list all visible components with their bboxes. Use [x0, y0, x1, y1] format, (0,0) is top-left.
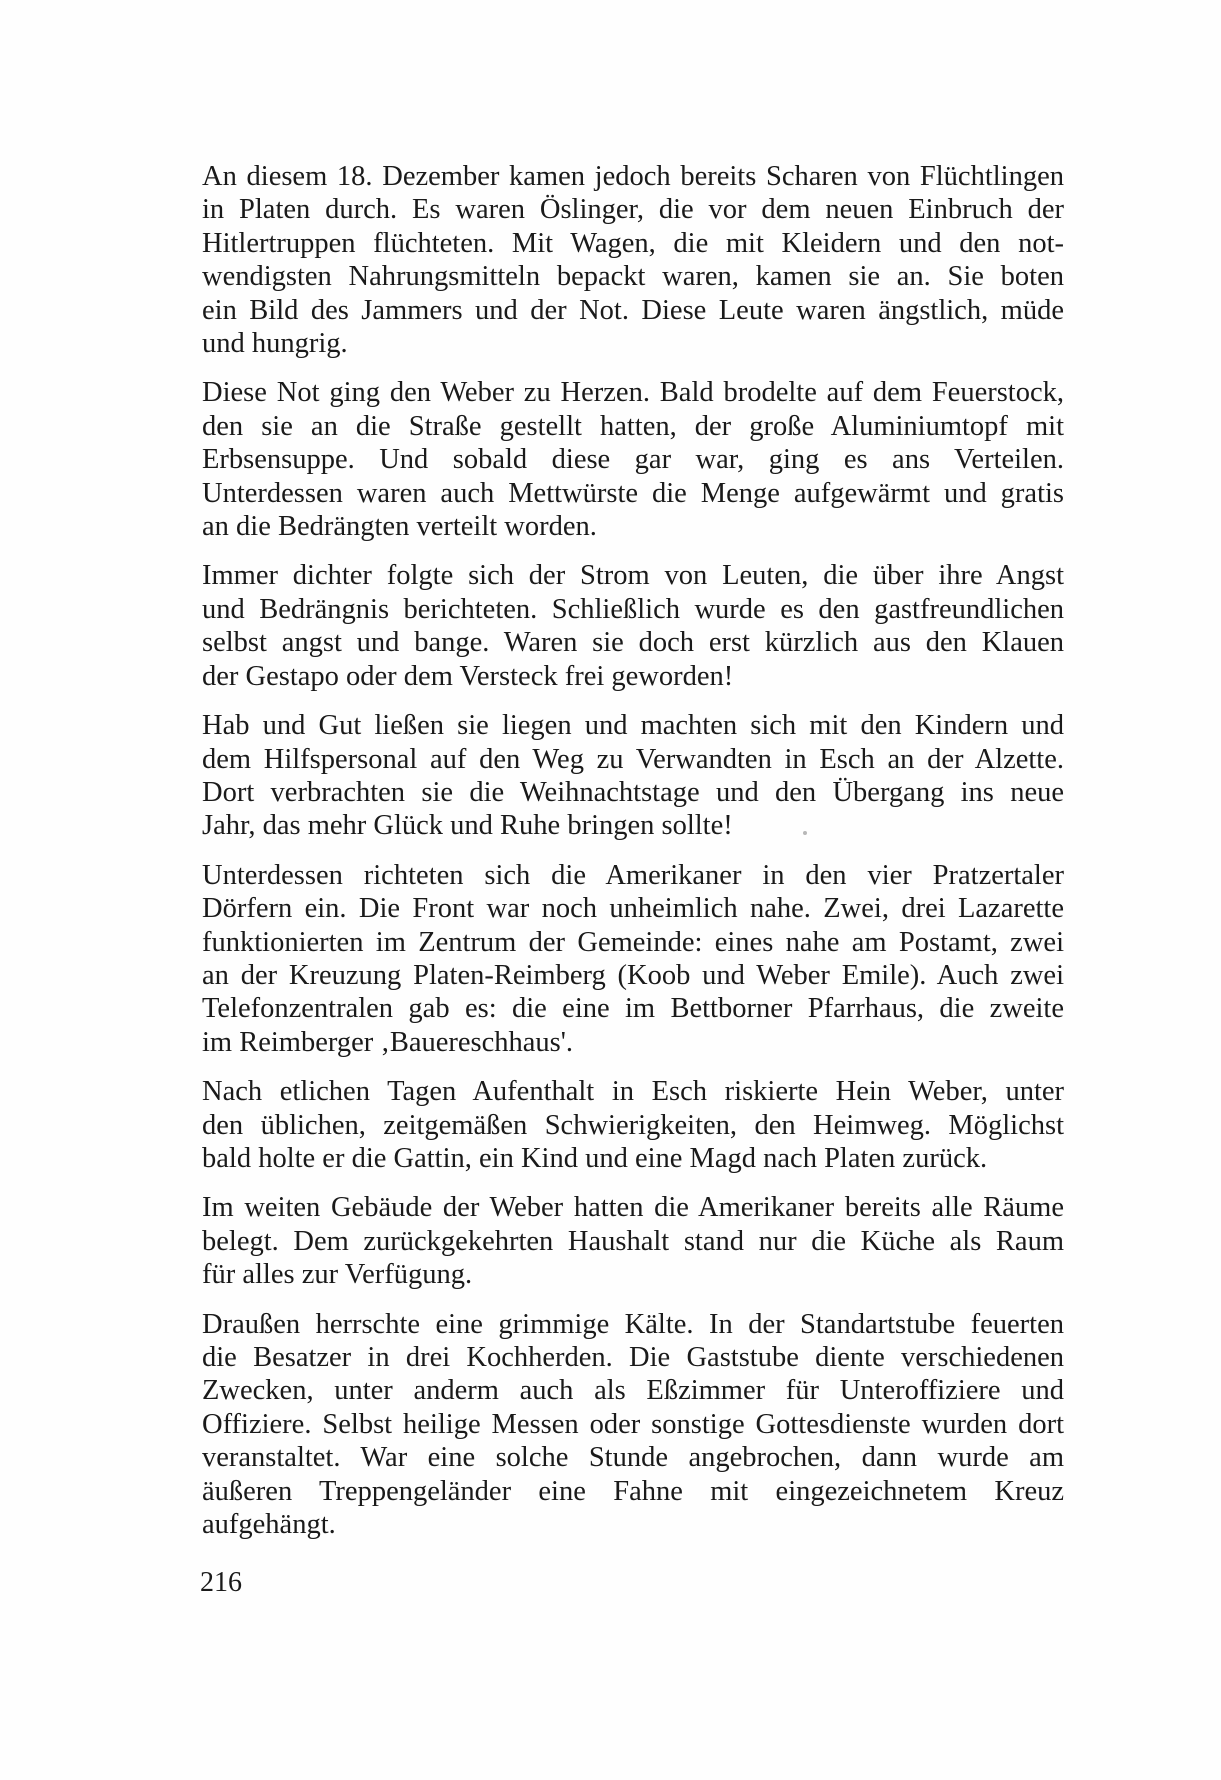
- text-line: und hungrig.: [202, 328, 348, 360]
- text-line: Hitlertruppen flüchteten. Mit Wagen, die mit Kleidern und den not-: [202, 227, 1064, 259]
- text-line: wendigsten Nahrungsmitteln bepackt waren, kamen sie an. Sie boten: [202, 261, 1064, 293]
- text-line: Offiziere. Selbst heilige Messen oder sonstige Gottesdienste wurden dort: [202, 1408, 1064, 1440]
- text-line: den üblichen, zeitgemäßen Schwierigkeiten, den Heimweg. Möglichst: [202, 1109, 1064, 1141]
- text-line: Immer dichter folgte sich der Strom von Leuten, die über ihre Angst: [202, 560, 1064, 592]
- text-line: belegt. Dem zurückgekehrten Haushalt stand nur die Küche als Raum: [202, 1225, 1064, 1257]
- paragraph: [202, 859, 1064, 1059]
- text-line: aufgehängt.: [202, 1509, 336, 1541]
- paragraph: [202, 1191, 1064, 1291]
- paragraph: [202, 376, 1064, 543]
- paragraph: [202, 1308, 1064, 1542]
- text-line: für alles zur Verfügung.: [202, 1259, 473, 1291]
- text-line: die Besatzer in drei Kochherden. Die Gaststube diente verschiedenen: [202, 1342, 1064, 1373]
- text-line: Jahr, das mehr Glück und Ruhe bringen sollte!: [202, 810, 733, 842]
- paragraph: [202, 1075, 1064, 1175]
- text-line: an der Kreuzung Platen-Reimberg (Koob und Weber Emile). Auch zwei: [202, 959, 1064, 991]
- text-line: Hab und Gut ließen sie liegen und machten sich mit den Kindern und: [202, 710, 1064, 742]
- text-line: der Gestapo oder dem Versteck frei geworden!: [202, 660, 734, 692]
- text-line: an die Bedrängten verteilt worden.: [202, 511, 597, 543]
- text-line: dem Hilfspersonal auf den Weg zu Verwandten in Esch an der Alzette.: [202, 743, 1064, 775]
- text-line: Telefonzentralen gab es: die eine im Bettborner Pfarrhaus, die zweite: [202, 993, 1064, 1025]
- paragraph: [202, 709, 1064, 843]
- print-speck-mark: [803, 831, 807, 835]
- text-line: funktionierten im Zentrum der Gemeinde: eines nahe am Postamt, zwei: [202, 926, 1064, 958]
- paragraph: [202, 160, 1064, 360]
- text-line: Im weiten Gebäude der Weber hatten die Amerikaner bereits alle Räume: [202, 1192, 1064, 1224]
- text-line: Nach etlichen Tagen Aufenthalt in Esch riskierte Hein Weber, unter: [202, 1076, 1064, 1108]
- text-line: Draußen herrschte eine grimmige Kälte. In der Standartstube feuerten: [202, 1308, 1064, 1340]
- text-line: Dort verbrachten sie die Weihnachtstage und den Übergang ins neue: [202, 776, 1064, 808]
- text-line: Unterdessen richteten sich die Amerikaner in den vier Pratzertaler: [202, 859, 1064, 891]
- text-line: Dörfern ein. Die Front war noch unheimlich nahe. Zwei, drei Lazarette: [202, 893, 1064, 925]
- text-line: den sie an die Straße gestellt hatten, der große Aluminiumtopf mit: [202, 410, 1064, 442]
- text-line: ein Bild des Jammers und der Not. Diese Leute waren ängstlich, müde: [202, 294, 1064, 326]
- text-line: Erbsensuppe. Und sobald diese gar war, ging es ans Verteilen.: [202, 444, 1064, 476]
- page-number: 216: [200, 1567, 242, 1598]
- text-line: bald holte er die Gattin, ein Kind und eine Magd nach Platen zurück.: [202, 1142, 988, 1174]
- text-line: Zwecken, unter anderm auch als Eßzimmer für Unteroffiziere und: [202, 1375, 1064, 1407]
- text-line: in Platen durch. Es waren Öslinger, die vor dem neuen Einbruch der: [202, 194, 1064, 226]
- body-text: [202, 160, 1064, 1557]
- paragraph: [202, 559, 1064, 693]
- text-line: An diesem 18. Dezember kamen jedoch bereits Scharen von Flüchtlingen: [202, 161, 1064, 192]
- text-line: Diese Not ging den Weber zu Herzen. Bald brodelte auf dem Feuerstock,: [202, 377, 1064, 409]
- text-line: und Bedrängnis berichteten. Schließlich wurde es den gastfreundlichen: [202, 593, 1064, 625]
- text-line: Unterdessen waren auch Mettwürste die Menge aufgewärmt und gratis: [202, 477, 1064, 509]
- text-line: äußeren Treppengeländer eine Fahne mit eingezeichnetem Kreuz: [202, 1475, 1064, 1507]
- text-line: veranstaltet. War eine solche Stunde angebrochen, dann wurde am: [202, 1442, 1064, 1474]
- text-line: selbst angst und bange. Waren sie doch erst kürzlich aus den Klauen: [202, 627, 1064, 659]
- text-line: im Reimberger ‚Bauereschhaus'.: [202, 1026, 574, 1058]
